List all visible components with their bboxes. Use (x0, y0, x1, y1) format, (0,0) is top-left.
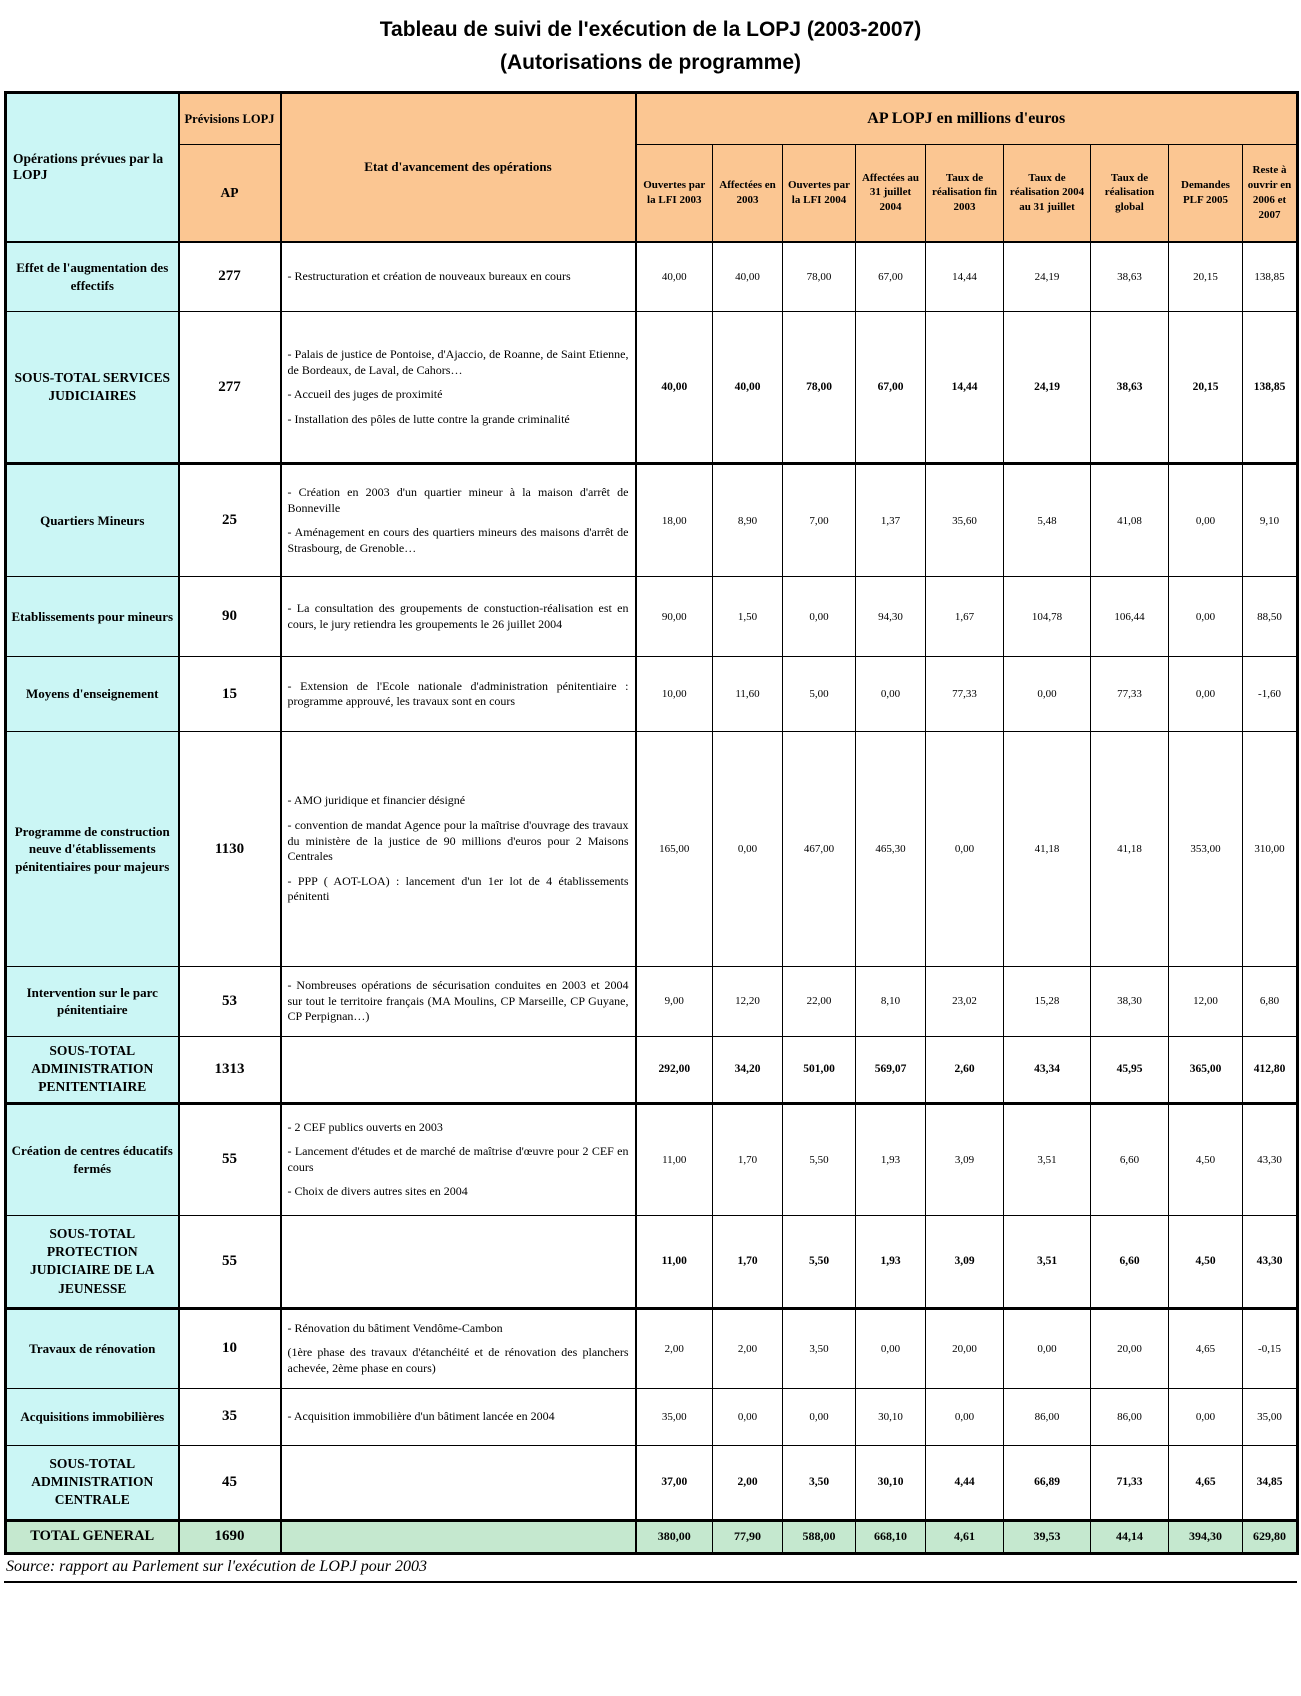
etat-cell (281, 1103, 636, 1215)
etat-cell (281, 242, 636, 312)
table-row (6, 1520, 1298, 1553)
operation-cell: Quartiers Mineurs (6, 464, 179, 577)
value-cell: -0,15 (1243, 1308, 1298, 1388)
etat-cell (281, 967, 636, 1037)
value-cell: 292,00 (636, 1036, 713, 1103)
value-cell: 412,80 (1243, 1036, 1298, 1103)
value-cell: 6,80 (1243, 967, 1298, 1037)
ap-cell: 10 (179, 1308, 281, 1388)
value-cell: 9,00 (636, 967, 713, 1037)
etat-cell (281, 1308, 636, 1388)
value-cell: 22,00 (783, 967, 856, 1037)
column-header-affectees-juillet-2004: Affectées au 31 juillet 2004 (856, 145, 926, 242)
lopj-tracking-table (4, 91, 1299, 1555)
value-cell: 0,00 (713, 732, 783, 967)
value-cell: 310,00 (1243, 732, 1298, 967)
value-cell: 8,10 (856, 967, 926, 1037)
etat-paragraph: - convention de mandat Agence pour la maîtrise d'ouvrage des travaux du ministère de la justice de 90 millions d'euros pour 2 Maisons Centrales (287, 817, 629, 864)
operation-cell: Programme de construction neuve d'établissements pénitentiaires pour majeurs (6, 732, 179, 967)
value-cell: 23,02 (926, 967, 1004, 1037)
etat-cell (281, 1388, 636, 1445)
column-header-taux-global: Taux de réalisation global (1091, 145, 1169, 242)
value-cell: 43,30 (1243, 1103, 1298, 1215)
column-header-affectees-2003: Affectées en 2003 (713, 145, 783, 242)
etat-paragraph: - Acquisition immobilière d'un bâtiment lancée en 2004 (287, 1408, 555, 1423)
operation-cell: Création de centres éducatifs fermés (6, 1103, 179, 1215)
value-cell: 4,50 (1169, 1215, 1243, 1308)
operation-cell: Moyens d'enseignement (6, 657, 179, 732)
ap-cell: 25 (179, 464, 281, 577)
value-cell: 5,48 (1004, 464, 1091, 577)
value-cell: 40,00 (636, 312, 713, 464)
value-cell: 0,00 (856, 1308, 926, 1388)
etat-paragraph: - Aménagement en cours des quartiers mineurs des maisons d'arrêt de Strasbourg, de Grenoble… (287, 525, 629, 555)
value-cell: 0,00 (1169, 464, 1243, 577)
value-cell: 2,00 (636, 1308, 713, 1388)
value-cell: 40,00 (713, 242, 783, 312)
value-cell: 4,61 (926, 1520, 1004, 1553)
operation-cell: SOUS-TOTAL SERVICES JUDICIAIRES (6, 312, 179, 464)
table-row (6, 967, 1298, 1037)
table-row (6, 577, 1298, 657)
etat-cell (281, 657, 636, 732)
operation-cell: SOUS-TOTAL PROTECTION JUDICIAIRE DE LA JEUNESSE (6, 1215, 179, 1308)
value-cell: 6,60 (1091, 1215, 1169, 1308)
value-cell: 35,00 (1243, 1388, 1298, 1445)
column-header-taux-fin-2003: Taux de réalisation fin 2003 (926, 145, 1004, 242)
operation-cell: TOTAL GENERAL (6, 1520, 179, 1553)
source-note: Source: rapport au Parlement sur l'exécution de LOPJ pour 2003 (4, 1555, 1297, 1583)
value-cell: 4,50 (1169, 1103, 1243, 1215)
value-cell: 0,00 (783, 577, 856, 657)
value-cell: 20,15 (1169, 242, 1243, 312)
value-cell: 106,44 (1091, 577, 1169, 657)
etat-cell (281, 464, 636, 577)
title-line1: Tableau de suivi de l'exécution de la LOPJ (2003-2007) (379, 18, 922, 41)
header-row-2 (6, 145, 1298, 242)
etat-paragraph: - 2 CEF publics ouverts en 2003 (287, 1119, 443, 1134)
value-cell: 104,78 (1004, 577, 1091, 657)
value-cell: 4,65 (1169, 1308, 1243, 1388)
value-cell: 34,20 (713, 1036, 783, 1103)
etat-paragraph: - Création en 2003 d'un quartier mineur à la maison d'arrêt de Bonneville (287, 484, 629, 515)
etat-cell (281, 1445, 636, 1520)
etat-paragraph: - Choix de divers autres sites en 2004 (287, 1184, 468, 1199)
table-row (6, 1215, 1298, 1308)
value-cell: 8,90 (713, 464, 783, 577)
value-cell: 1,93 (856, 1215, 926, 1308)
value-cell: 40,00 (636, 242, 713, 312)
value-cell: 86,00 (1004, 1388, 1091, 1445)
value-cell: 0,00 (856, 657, 926, 732)
value-cell: 66,89 (1004, 1445, 1091, 1520)
value-cell: 5,50 (783, 1215, 856, 1308)
value-cell: 18,00 (636, 464, 713, 577)
value-cell: 35,60 (926, 464, 1004, 577)
etat-paragraph: - PPP ( AOT-LOA) : lancement d'un 1er lot de 4 établissements pénitenti (287, 873, 629, 904)
value-cell: 3,09 (926, 1215, 1004, 1308)
value-cell: 0,00 (713, 1388, 783, 1445)
value-cell: 5,50 (783, 1103, 856, 1215)
value-cell: 41,18 (1091, 732, 1169, 967)
value-cell: 5,00 (783, 657, 856, 732)
value-cell: 44,14 (1091, 1520, 1169, 1553)
value-cell: 77,33 (1091, 657, 1169, 732)
value-cell: 20,00 (926, 1308, 1004, 1388)
ap-lopj-group-header: AP LOPJ en millions d'euros (636, 93, 1298, 145)
ap-cell: 1690 (179, 1520, 281, 1553)
value-cell: 24,19 (1004, 312, 1091, 464)
value-cell: 12,20 (713, 967, 783, 1037)
column-header-ouvertes-lfi-2004: Ouvertes par la LFI 2004 (783, 145, 856, 242)
value-cell: 629,80 (1243, 1520, 1298, 1553)
value-cell: 30,10 (856, 1445, 926, 1520)
title-line2: (Autorisations de programme) (499, 50, 802, 74)
value-cell: 77,33 (926, 657, 1004, 732)
value-cell: 353,00 (1169, 732, 1243, 967)
value-cell: 3,51 (1004, 1215, 1091, 1308)
value-cell: 1,93 (856, 1103, 926, 1215)
etat-paragraph: - Restructuration et création de nouveaux bureaux en cours (287, 269, 571, 284)
value-cell: 1,70 (713, 1215, 783, 1308)
ap-cell: 277 (179, 312, 281, 464)
table-row (6, 1445, 1298, 1520)
value-cell: 0,00 (1169, 1388, 1243, 1445)
value-cell: 20,15 (1169, 312, 1243, 464)
value-cell: 3,50 (783, 1308, 856, 1388)
value-cell: 11,60 (713, 657, 783, 732)
value-cell: 45,95 (1091, 1036, 1169, 1103)
previsions-lopj-header: Prévisions LOPJ (179, 93, 281, 145)
etat-cell (281, 1520, 636, 1553)
value-cell: 668,10 (856, 1520, 926, 1553)
value-cell: 43,30 (1243, 1215, 1298, 1308)
ap-cell: 277 (179, 242, 281, 312)
column-header-taux-2004-juillet: Taux de réalisation 2004 au 31 juillet (1004, 145, 1091, 242)
value-cell: 4,65 (1169, 1445, 1243, 1520)
value-cell: 94,30 (856, 577, 926, 657)
value-cell: 67,00 (856, 242, 926, 312)
value-cell: 41,18 (1004, 732, 1091, 967)
header-row-1 (6, 93, 1298, 145)
value-cell: 6,60 (1091, 1103, 1169, 1215)
etat-paragraph: - Rénovation du bâtiment Vendôme-Cambon (287, 1320, 503, 1335)
ap-header: AP (179, 145, 281, 242)
value-cell: 78,00 (783, 242, 856, 312)
etat-avancement-header: Etat d'avancement des opérations (281, 93, 636, 242)
column-header-demandes-plf-2005: Demandes PLF 2005 (1169, 145, 1243, 242)
etat-cell (281, 312, 636, 464)
value-cell: 465,30 (856, 732, 926, 967)
value-cell: 86,00 (1091, 1388, 1169, 1445)
table-row (6, 1308, 1298, 1388)
value-cell: 35,00 (636, 1388, 713, 1445)
ap-cell: 55 (179, 1215, 281, 1308)
ap-cell: 1130 (179, 732, 281, 967)
value-cell: 39,53 (1004, 1520, 1091, 1553)
etat-paragraph: - Extension de l'Ecole nationale d'administration pénitentiaire : programme approuvé, les travaux sont en cours (287, 678, 629, 709)
value-cell: 7,00 (783, 464, 856, 577)
etat-paragraph: - Lancement d'études et de marché de maîtrise d'œuvre pour 2 CEF en cours (287, 1144, 629, 1174)
value-cell: 380,00 (636, 1520, 713, 1553)
value-cell: 0,00 (926, 732, 1004, 967)
value-cell: 40,00 (713, 312, 783, 464)
value-cell: 467,00 (783, 732, 856, 967)
value-cell: 77,90 (713, 1520, 783, 1553)
value-cell: 34,85 (1243, 1445, 1298, 1520)
etat-paragraph: - La consultation des groupements de constuction-réalisation est en cours, le jury retiendra les groupements le 26 juillet 2004 (287, 601, 629, 631)
value-cell: 78,00 (783, 312, 856, 464)
ap-cell: 55 (179, 1103, 281, 1215)
value-cell: 67,00 (856, 312, 926, 464)
table-row (6, 1388, 1298, 1445)
value-cell: 12,00 (1169, 967, 1243, 1037)
column-header-reste-a-ouvrir: Reste à ouvrir en 2006 et 2007 (1243, 145, 1298, 242)
operation-cell: Intervention sur le parc pénitentiaire (6, 967, 179, 1037)
etat-cell (281, 1036, 636, 1103)
value-cell: 2,60 (926, 1036, 1004, 1103)
value-cell: 11,00 (636, 1215, 713, 1308)
table-row (6, 1103, 1298, 1215)
value-cell: 10,00 (636, 657, 713, 732)
table-body (6, 242, 1298, 1554)
etat-paragraph: - Palais de justice de Pontoise, d'Ajaccio, de Roanne, de Saint Etienne, de Bordeaux, de Laval, de Cahors… (287, 346, 629, 377)
value-cell: 41,08 (1091, 464, 1169, 577)
value-cell: 14,44 (926, 242, 1004, 312)
operations-column-header: Opérations prévues par la LOPJ (6, 93, 179, 242)
value-cell: 0,00 (1004, 1308, 1091, 1388)
value-cell: 138,85 (1243, 242, 1298, 312)
value-cell: 0,00 (1169, 657, 1243, 732)
value-cell: 2,00 (713, 1308, 783, 1388)
etat-paragraph: - Installation des pôles de lutte contre la grande criminalité (287, 411, 570, 426)
ap-cell: 45 (179, 1445, 281, 1520)
value-cell: 38,63 (1091, 242, 1169, 312)
value-cell: 9,10 (1243, 464, 1298, 577)
value-cell: 38,30 (1091, 967, 1169, 1037)
table-row (6, 732, 1298, 967)
value-cell: 90,00 (636, 577, 713, 657)
etat-cell (281, 732, 636, 967)
ap-cell: 15 (179, 657, 281, 732)
value-cell: 38,63 (1091, 312, 1169, 464)
table-row (6, 1036, 1298, 1103)
table-header (6, 93, 1298, 242)
etat-paragraph: - Nombreuses opérations de sécurisation conduites en 2003 et 2004 sur tout le territoire français (MA Moulins, CP Marseille, CP Guyane, CP Perpignan…) (287, 978, 629, 1024)
value-cell: 88,50 (1243, 577, 1298, 657)
value-cell: 3,09 (926, 1103, 1004, 1215)
value-cell: 0,00 (1169, 577, 1243, 657)
value-cell: -1,60 (1243, 657, 1298, 732)
value-cell: 1,37 (856, 464, 926, 577)
value-cell: 71,33 (1091, 1445, 1169, 1520)
ap-cell: 53 (179, 967, 281, 1037)
value-cell: 14,44 (926, 312, 1004, 464)
ap-cell: 1313 (179, 1036, 281, 1103)
table-row (6, 242, 1298, 312)
ap-cell: 35 (179, 1388, 281, 1445)
value-cell: 3,51 (1004, 1103, 1091, 1215)
value-cell: 588,00 (783, 1520, 856, 1553)
value-cell: 569,07 (856, 1036, 926, 1103)
value-cell: 4,44 (926, 1445, 1004, 1520)
value-cell: 165,00 (636, 732, 713, 967)
value-cell: 138,85 (1243, 312, 1298, 464)
operation-cell: Etablissements pour mineurs (6, 577, 179, 657)
table-row (6, 464, 1298, 577)
table-row (6, 312, 1298, 464)
etat-paragraph: - Accueil des juges de proximité (287, 387, 443, 402)
table-row (6, 657, 1298, 732)
value-cell: 11,00 (636, 1103, 713, 1215)
operation-cell: Acquisitions immobilières (6, 1388, 179, 1445)
value-cell: 20,00 (1091, 1308, 1169, 1388)
etat-paragraph: (1ère phase des travaux d'étanchéité et de rénovation des planchers achevée, 2ème phase en cours) (287, 1345, 629, 1376)
column-header-ouvertes-lfi-2003: Ouvertes par la LFI 2003 (636, 145, 713, 242)
document-title (4, 0, 1297, 91)
value-cell: 0,00 (1004, 657, 1091, 732)
value-cell: 2,00 (713, 1445, 783, 1520)
operation-cell: Effet de l'augmentation des effectifs (6, 242, 179, 312)
value-cell: 365,00 (1169, 1036, 1243, 1103)
value-cell: 43,34 (1004, 1036, 1091, 1103)
etat-cell (281, 577, 636, 657)
value-cell: 0,00 (783, 1388, 856, 1445)
value-cell: 30,10 (856, 1388, 926, 1445)
value-cell: 0,00 (926, 1388, 1004, 1445)
value-cell: 37,00 (636, 1445, 713, 1520)
value-cell: 394,30 (1169, 1520, 1243, 1553)
value-cell: 3,50 (783, 1445, 856, 1520)
value-cell: 1,70 (713, 1103, 783, 1215)
operation-cell: SOUS-TOTAL ADMINISTRATION PENITENTIAIRE (6, 1036, 179, 1103)
operation-cell: Travaux de rénovation (6, 1308, 179, 1388)
ap-cell: 90 (179, 577, 281, 657)
etat-cell (281, 1215, 636, 1308)
etat-paragraph: - AMO juridique et financier désigné (287, 793, 466, 808)
value-cell: 24,19 (1004, 242, 1091, 312)
value-cell: 15,28 (1004, 967, 1091, 1037)
value-cell: 1,50 (713, 577, 783, 657)
value-cell: 1,67 (926, 577, 1004, 657)
value-cell: 501,00 (783, 1036, 856, 1103)
operation-cell: SOUS-TOTAL ADMINISTRATION CENTRALE (6, 1445, 179, 1520)
